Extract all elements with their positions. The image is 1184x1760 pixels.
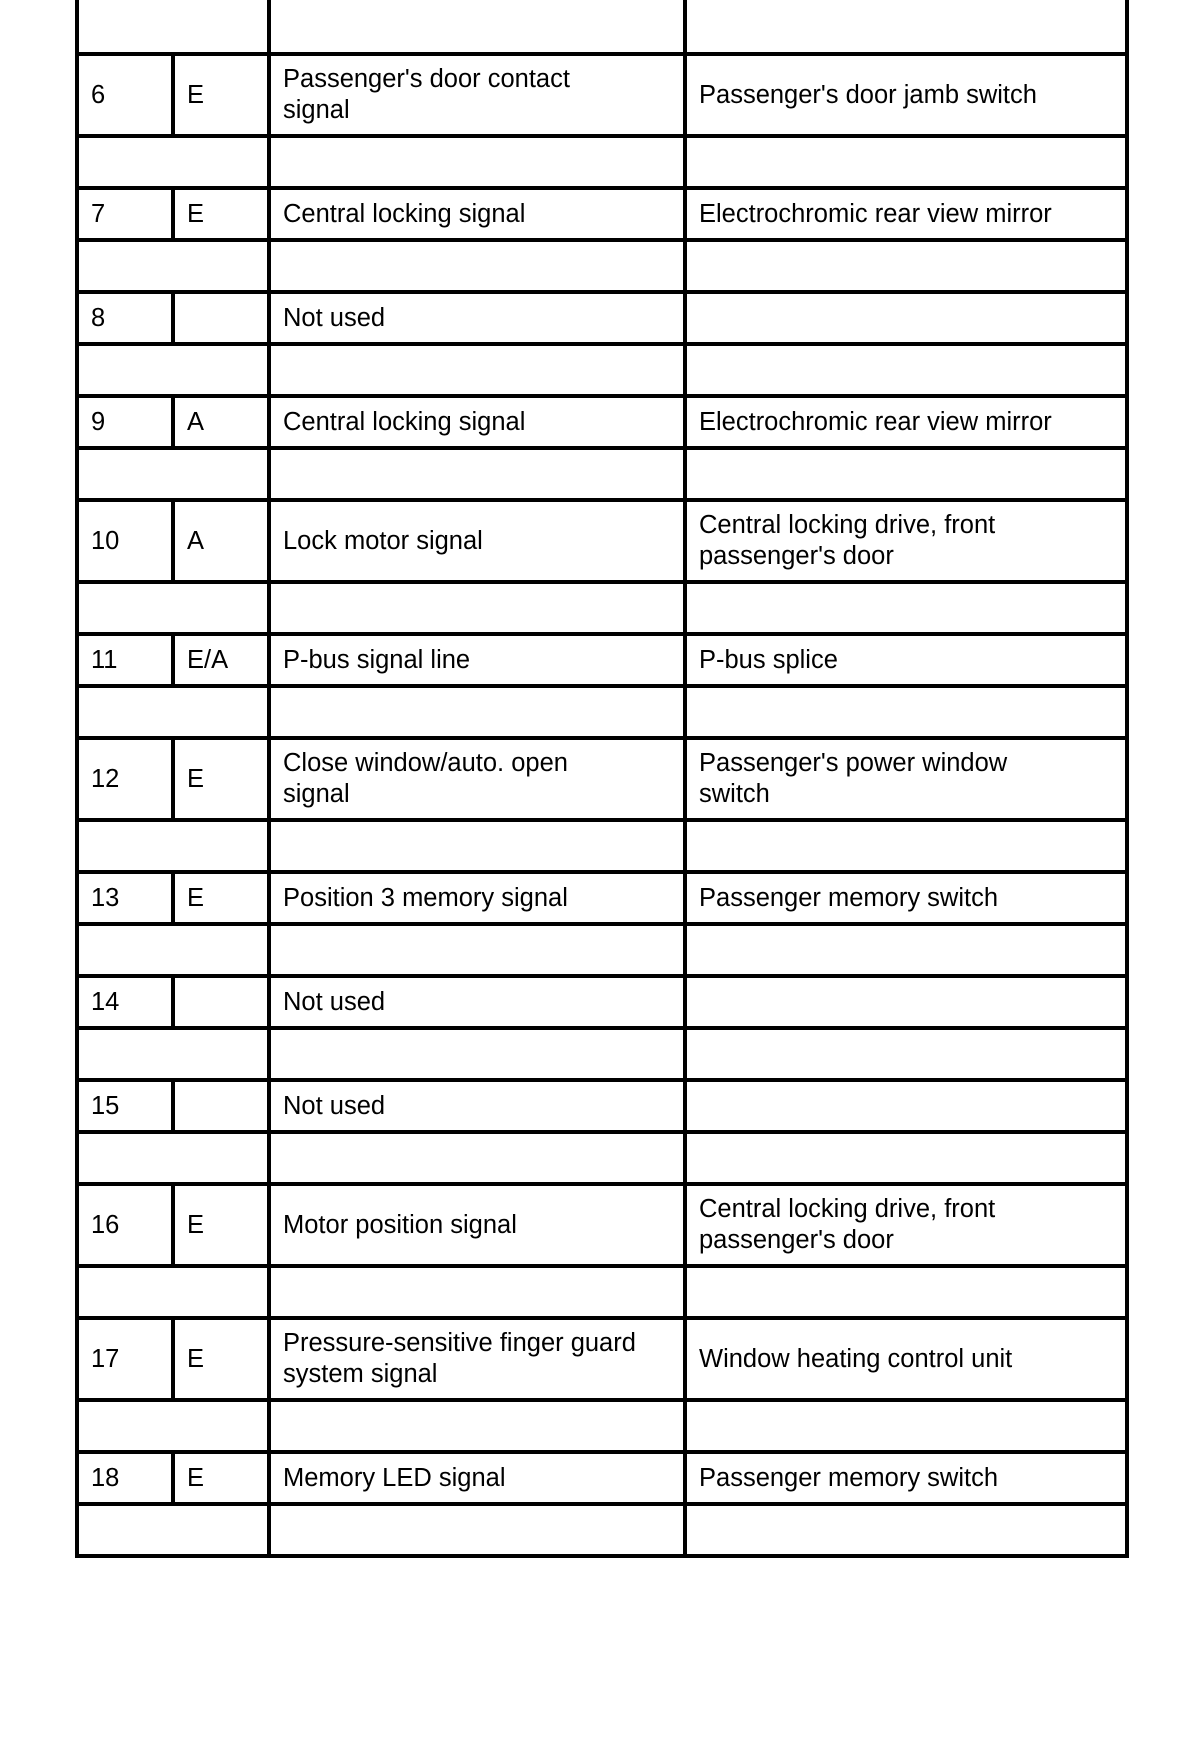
connected-component [685,976,1127,1028]
connected-component: Passenger's power window switch [685,738,1127,820]
spacer-cell [77,0,269,54]
connected-component: Window heating control unit [685,1318,1127,1400]
spacer-cell [77,924,269,976]
spacer-cell [77,1400,269,1452]
spacer-row [77,344,1127,396]
spacer-row [77,1028,1127,1080]
spacer-cell [685,686,1127,738]
spacer-cell [269,1132,685,1184]
signal-description: Passenger's door contact signal [269,54,685,136]
spacer-row [77,1504,1127,1556]
connected-component: P-bus splice [685,634,1127,686]
connected-component: Central locking drive, front passenger's door [685,500,1127,582]
spacer-cell [685,448,1127,500]
pin-number: 18 [77,1452,173,1504]
spacer-cell [269,1028,685,1080]
spacer-cell [77,240,269,292]
signal-direction [173,976,269,1028]
pin-assignment-table [75,0,1129,1558]
signal-direction: E [173,188,269,240]
spacer-cell [269,1400,685,1452]
spacer-cell [269,686,685,738]
pin-row-10 [77,500,1127,582]
signal-description: Position 3 memory signal [269,872,685,924]
spacer-cell [77,344,269,396]
signal-description: Not used [269,976,685,1028]
spacer-cell [685,582,1127,634]
signal-direction: A [173,500,269,582]
pin-number: 17 [77,1318,173,1400]
spacer-cell [685,0,1127,54]
spacer-cell [269,240,685,292]
pin-row-15 [77,1080,1127,1132]
pin-number: 12 [77,738,173,820]
pin-number: 7 [77,188,173,240]
connected-component: Electrochromic rear view mirror [685,396,1127,448]
spacer-row [77,1400,1127,1452]
signal-description: Not used [269,292,685,344]
spacer-cell [685,1028,1127,1080]
spacer-cell [77,448,269,500]
pin-number: 16 [77,1184,173,1266]
pin-row-12 [77,738,1127,820]
spacer-cell [269,136,685,188]
spacer-cell [685,1400,1127,1452]
signal-direction: E [173,738,269,820]
spacer-cell [77,582,269,634]
signal-description: Not used [269,1080,685,1132]
pin-row-6 [77,54,1127,136]
pin-row-14 [77,976,1127,1028]
spacer-row [77,448,1127,500]
pin-row-9 [77,396,1127,448]
signal-description: Pressure-sensitive finger guard system signal [269,1318,685,1400]
spacer-cell [685,344,1127,396]
pin-row-16 [77,1184,1127,1266]
signal-direction: E/A [173,634,269,686]
spacer-row [77,240,1127,292]
signal-description: Memory LED signal [269,1452,685,1504]
pin-row-7 [77,188,1127,240]
pin-row-13 [77,872,1127,924]
spacer-cell [269,448,685,500]
pin-number: 6 [77,54,173,136]
pin-number: 11 [77,634,173,686]
pin-row-8 [77,292,1127,344]
spacer-row [77,1132,1127,1184]
spacer-cell [685,1504,1127,1556]
spacer-row [77,1266,1127,1318]
spacer-row [77,582,1127,634]
signal-direction: E [173,54,269,136]
connected-component [685,1080,1127,1132]
spacer-cell [77,1504,269,1556]
signal-description: Central locking signal [269,396,685,448]
spacer-cell [685,820,1127,872]
signal-direction: E [173,872,269,924]
spacer-cell [269,924,685,976]
spacer-row [77,686,1127,738]
spacer-row [77,136,1127,188]
spacer-cell [685,240,1127,292]
pin-number: 13 [77,872,173,924]
signal-description: Motor position signal [269,1184,685,1266]
connected-component [685,292,1127,344]
spacer-cell [77,136,269,188]
spacer-cell [77,820,269,872]
signal-description: Close window/auto. open signal [269,738,685,820]
signal-direction: A [173,396,269,448]
connected-component: Passenger memory switch [685,872,1127,924]
spacer-cell [269,820,685,872]
signal-description: P-bus signal line [269,634,685,686]
pin-number: 15 [77,1080,173,1132]
signal-description: Central locking signal [269,188,685,240]
signal-direction [173,1080,269,1132]
spacer-cell [269,344,685,396]
spacer-cell [269,582,685,634]
spacer-cell [269,1266,685,1318]
spacer-cell [269,1504,685,1556]
spacer-cell [685,924,1127,976]
spacer-row [77,820,1127,872]
pin-row-18 [77,1452,1127,1504]
pin-number: 8 [77,292,173,344]
spacer-cell [685,1132,1127,1184]
spacer-cell [77,1132,269,1184]
pin-row-17 [77,1318,1127,1400]
spacer-cell [77,1028,269,1080]
signal-direction: E [173,1184,269,1266]
signal-direction: E [173,1318,269,1400]
signal-description: Lock motor signal [269,500,685,582]
pin-row-11 [77,634,1127,686]
pin-number: 9 [77,396,173,448]
connected-component: Central locking drive, front passenger's door [685,1184,1127,1266]
spacer-cell [685,136,1127,188]
connected-component: Passenger memory switch [685,1452,1127,1504]
spacer-cell [77,1266,269,1318]
spacer-cell [685,1266,1127,1318]
spacer-row [77,924,1127,976]
pin-number: 14 [77,976,173,1028]
signal-direction: E [173,1452,269,1504]
spacer-cell [77,686,269,738]
spacer-row [77,0,1127,54]
spacer-cell [269,0,685,54]
connected-component: Passenger's door jamb switch [685,54,1127,136]
pin-number: 10 [77,500,173,582]
signal-direction [173,292,269,344]
connected-component: Electrochromic rear view mirror [685,188,1127,240]
